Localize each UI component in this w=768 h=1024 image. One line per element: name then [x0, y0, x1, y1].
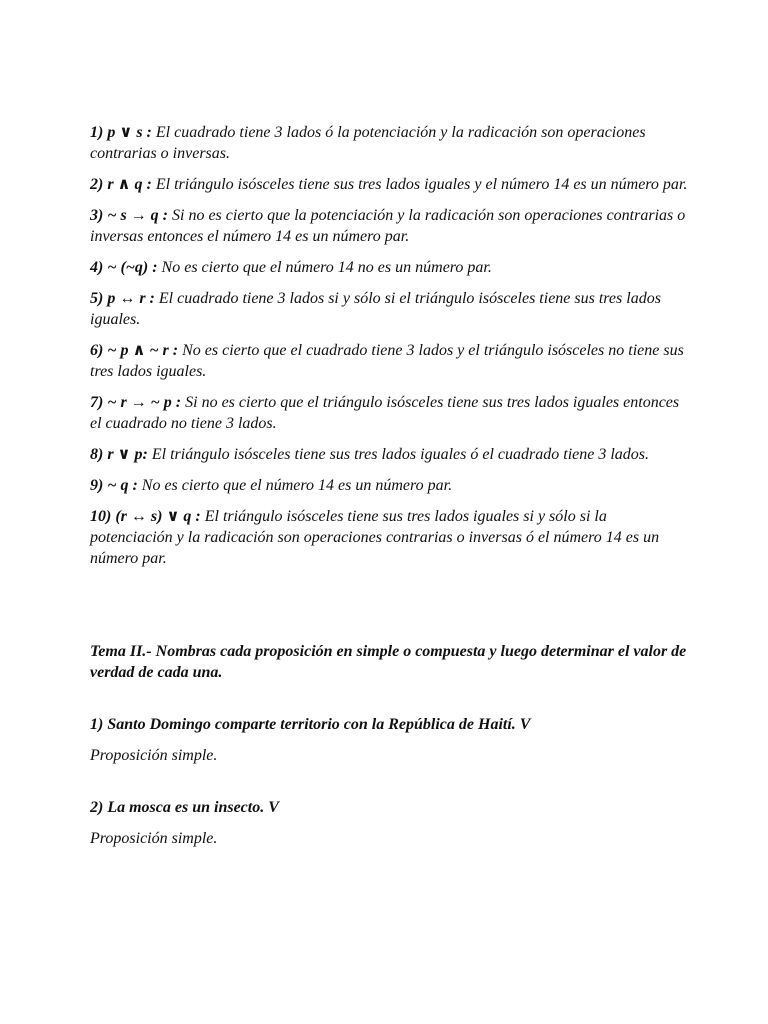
document-page — [90, 122, 690, 880]
question-statement: 2) La mosca es un insecto. V — [90, 799, 279, 816]
question-answer: Proposición simple. — [90, 830, 218, 847]
proposition-text: El triángulo isósceles tiene sus tres lados iguales ó el cuadrado tiene 3 lados. — [147, 446, 650, 463]
proposition-formula: 9) ~ q : — [90, 477, 138, 494]
proposition-formula: 1) p ∨ s : — [90, 124, 152, 141]
question-statement: 1) Santo Domingo comparte territorio con la República de Haití. V — [90, 716, 531, 733]
proposition-text: No es cierto que el número 14 no es un número par. — [157, 259, 492, 276]
section-heading: Tema II.- Nombras cada proposición en simple o compuesta y luego determinar el valor de verdad de cada una. — [90, 643, 687, 681]
section-spacer — [90, 579, 690, 641]
list-item — [90, 257, 690, 278]
proposition-formula: 4) ~ (~q) : — [90, 259, 158, 276]
list-item — [90, 288, 690, 330]
proposition-text: Si no es cierto que el triángulo isósceles tiene sus tres lados iguales entonces el cuadrado no tiene 3 lados. — [90, 394, 680, 432]
proposition-text: Si no es cierto que la potenciación y la radicación son operaciones contrarias o inversas entonces el número 14 es un número par. — [90, 207, 686, 245]
proposition-formula: 8) r ∨ p: — [90, 446, 148, 463]
proposition-text: El cuadrado tiene 3 lados ó la potenciación y la radicación son operaciones contrarias o inversas. — [90, 124, 646, 162]
proposition-formula: 6) ~ p ∧ ~ r : — [90, 342, 179, 359]
proposition-formula: 2) r ∧ q : — [90, 176, 152, 193]
proposition-text: El triángulo isósceles tiene sus tres lados iguales y el número 14 es un número par. — [151, 176, 688, 193]
proposition-text: No es cierto que el número 14 es un número par. — [137, 477, 453, 494]
list-item — [90, 392, 690, 434]
proposition-formula: 10) (r ↔ s) ∨ q : — [90, 508, 201, 525]
proposition-formula: 7) ~ r → ~ p : — [90, 394, 182, 411]
question-answer: Proposición simple. — [90, 747, 218, 764]
proposition-text: El cuadrado tiene 3 lados si y sólo si el triángulo isósceles tiene sus tres lados iguales. — [90, 290, 661, 328]
proposition-formula: 5) p ↔ r : — [90, 290, 155, 307]
list-item — [90, 122, 690, 164]
proposition-formula: 3) ~ s → q : — [90, 207, 168, 224]
list-item — [90, 444, 690, 465]
proposition-text: No es cierto que el cuadrado tiene 3 lados y el triángulo isósceles no tiene sus tres lados iguales. — [90, 342, 684, 380]
list-item — [90, 205, 690, 247]
list-item — [90, 174, 690, 195]
list-item — [90, 475, 690, 496]
list-item — [90, 506, 690, 569]
list-item — [90, 340, 690, 382]
proposition-text: El triángulo isósceles tiene sus tres lados iguales si y sólo si la potenciación y la radicación son operaciones contrarias o inversas ó el número 14 es un número par. — [90, 508, 660, 567]
